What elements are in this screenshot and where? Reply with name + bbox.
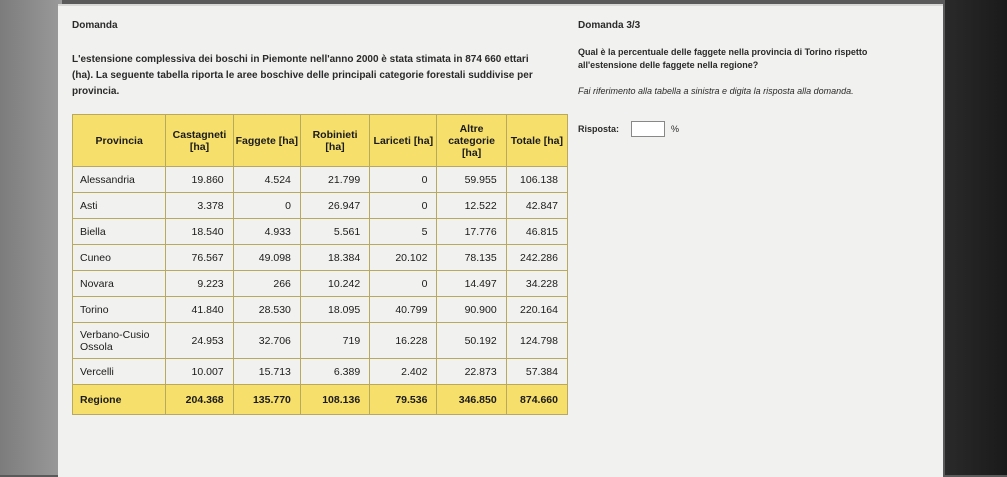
total-cell: 346.850 — [437, 385, 506, 415]
total-cell: 204.368 — [166, 385, 233, 415]
province-cell: Torino — [73, 297, 166, 323]
background-left — [0, 0, 62, 475]
value-cell: 106.138 — [506, 167, 567, 193]
table-row — [73, 297, 568, 323]
col-header: Robinieti [ha] — [300, 115, 369, 167]
answer-input[interactable] — [631, 121, 665, 137]
province-cell: Alessandria — [73, 167, 166, 193]
table-row — [73, 323, 568, 359]
region-cell: Regione — [73, 385, 166, 415]
value-cell: 4.524 — [233, 167, 300, 193]
value-cell: 0 — [370, 193, 437, 219]
total-cell: 135.770 — [233, 385, 300, 415]
value-cell: 40.799 — [370, 297, 437, 323]
value-cell: 19.860 — [166, 167, 233, 193]
value-cell: 76.567 — [166, 245, 233, 271]
value-cell: 12.522 — [437, 193, 506, 219]
value-cell: 90.900 — [437, 297, 506, 323]
value-cell: 41.840 — [166, 297, 233, 323]
value-cell: 6.389 — [300, 359, 369, 385]
value-cell: 17.776 — [437, 219, 506, 245]
value-cell: 2.402 — [370, 359, 437, 385]
col-header: Faggete [ha] — [233, 115, 300, 167]
value-cell: 42.847 — [506, 193, 567, 219]
answer-row — [578, 121, 679, 137]
value-cell: 242.286 — [506, 245, 567, 271]
value-cell: 0 — [370, 271, 437, 297]
value-cell: 18.384 — [300, 245, 369, 271]
question-text: Qual è la percentuale delle faggete nella provincia di Torino rispetto all'estensione delle faggete nella regione? — [578, 47, 868, 70]
province-cell: Cuneo — [73, 245, 166, 271]
value-cell: 220.164 — [506, 297, 567, 323]
table-total-row — [73, 385, 568, 415]
table-row — [73, 193, 568, 219]
value-cell: 3.378 — [166, 193, 233, 219]
value-cell: 32.706 — [233, 323, 300, 359]
value-cell: 20.102 — [370, 245, 437, 271]
value-cell: 24.953 — [166, 323, 233, 359]
question-panel — [576, 6, 943, 477]
data-panel — [58, 6, 566, 477]
province-cell: Novara — [73, 271, 166, 297]
value-cell: 5 — [370, 219, 437, 245]
table-header-row — [73, 115, 568, 167]
value-cell: 4.933 — [233, 219, 300, 245]
answer-label: Risposta: — [578, 124, 620, 134]
table-row — [73, 219, 568, 245]
value-cell: 28.530 — [233, 297, 300, 323]
value-cell: 78.135 — [437, 245, 506, 271]
value-cell: 46.815 — [506, 219, 567, 245]
intro-text: L'estensione complessiva dei boschi in Piemonte nell'anno 2000 è stata stimata in 874 660 ettari (ha). La seguente tabella riporta le aree boschive delle principali categorie forestali suddivise per provincia. — [72, 54, 533, 97]
value-cell: 18.540 — [166, 219, 233, 245]
left-header: Domanda — [72, 20, 118, 31]
value-cell: 719 — [300, 323, 369, 359]
value-cell: 266 — [233, 271, 300, 297]
value-cell: 0 — [370, 167, 437, 193]
table-row — [73, 271, 568, 297]
col-header: Lariceti [ha] — [370, 115, 437, 167]
percent-unit: % — [671, 124, 680, 134]
col-header: Altre categorie [ha] — [437, 115, 506, 167]
forest-table — [72, 114, 568, 415]
total-cell: 108.136 — [300, 385, 369, 415]
value-cell: 10.242 — [300, 271, 369, 297]
province-cell: Vercelli — [73, 359, 166, 385]
instruction-text: Fai riferimento alla tabella a sinistra e digita la risposta alla domanda. — [578, 86, 854, 96]
value-cell: 14.497 — [437, 271, 506, 297]
col-header: Provincia — [73, 115, 166, 167]
value-cell: 50.192 — [437, 323, 506, 359]
value-cell: 21.799 — [300, 167, 369, 193]
right-header: Domanda 3/3 — [578, 20, 641, 31]
value-cell: 57.384 — [506, 359, 567, 385]
table-row — [73, 359, 568, 385]
province-cell: Asti — [73, 193, 166, 219]
value-cell: 16.228 — [370, 323, 437, 359]
total-cell: 874.660 — [506, 385, 567, 415]
province-cell: Verbano-Cusio Ossola — [73, 323, 166, 359]
total-cell: 79.536 — [370, 385, 437, 415]
background-right — [945, 0, 1007, 475]
value-cell: 59.955 — [437, 167, 506, 193]
value-cell: 5.561 — [300, 219, 369, 245]
quiz-screen — [58, 4, 943, 477]
col-header: Castagneti [ha] — [166, 115, 233, 167]
value-cell: 18.095 — [300, 297, 369, 323]
value-cell: 10.007 — [166, 359, 233, 385]
col-header: Totale [ha] — [506, 115, 567, 167]
value-cell: 9.223 — [166, 271, 233, 297]
value-cell: 124.798 — [506, 323, 567, 359]
value-cell: 26.947 — [300, 193, 369, 219]
value-cell: 0 — [233, 193, 300, 219]
value-cell: 22.873 — [437, 359, 506, 385]
value-cell: 34.228 — [506, 271, 567, 297]
value-cell: 49.098 — [233, 245, 300, 271]
table-row — [73, 167, 568, 193]
value-cell: 15.713 — [233, 359, 300, 385]
table-row — [73, 245, 568, 271]
province-cell: Biella — [73, 219, 166, 245]
